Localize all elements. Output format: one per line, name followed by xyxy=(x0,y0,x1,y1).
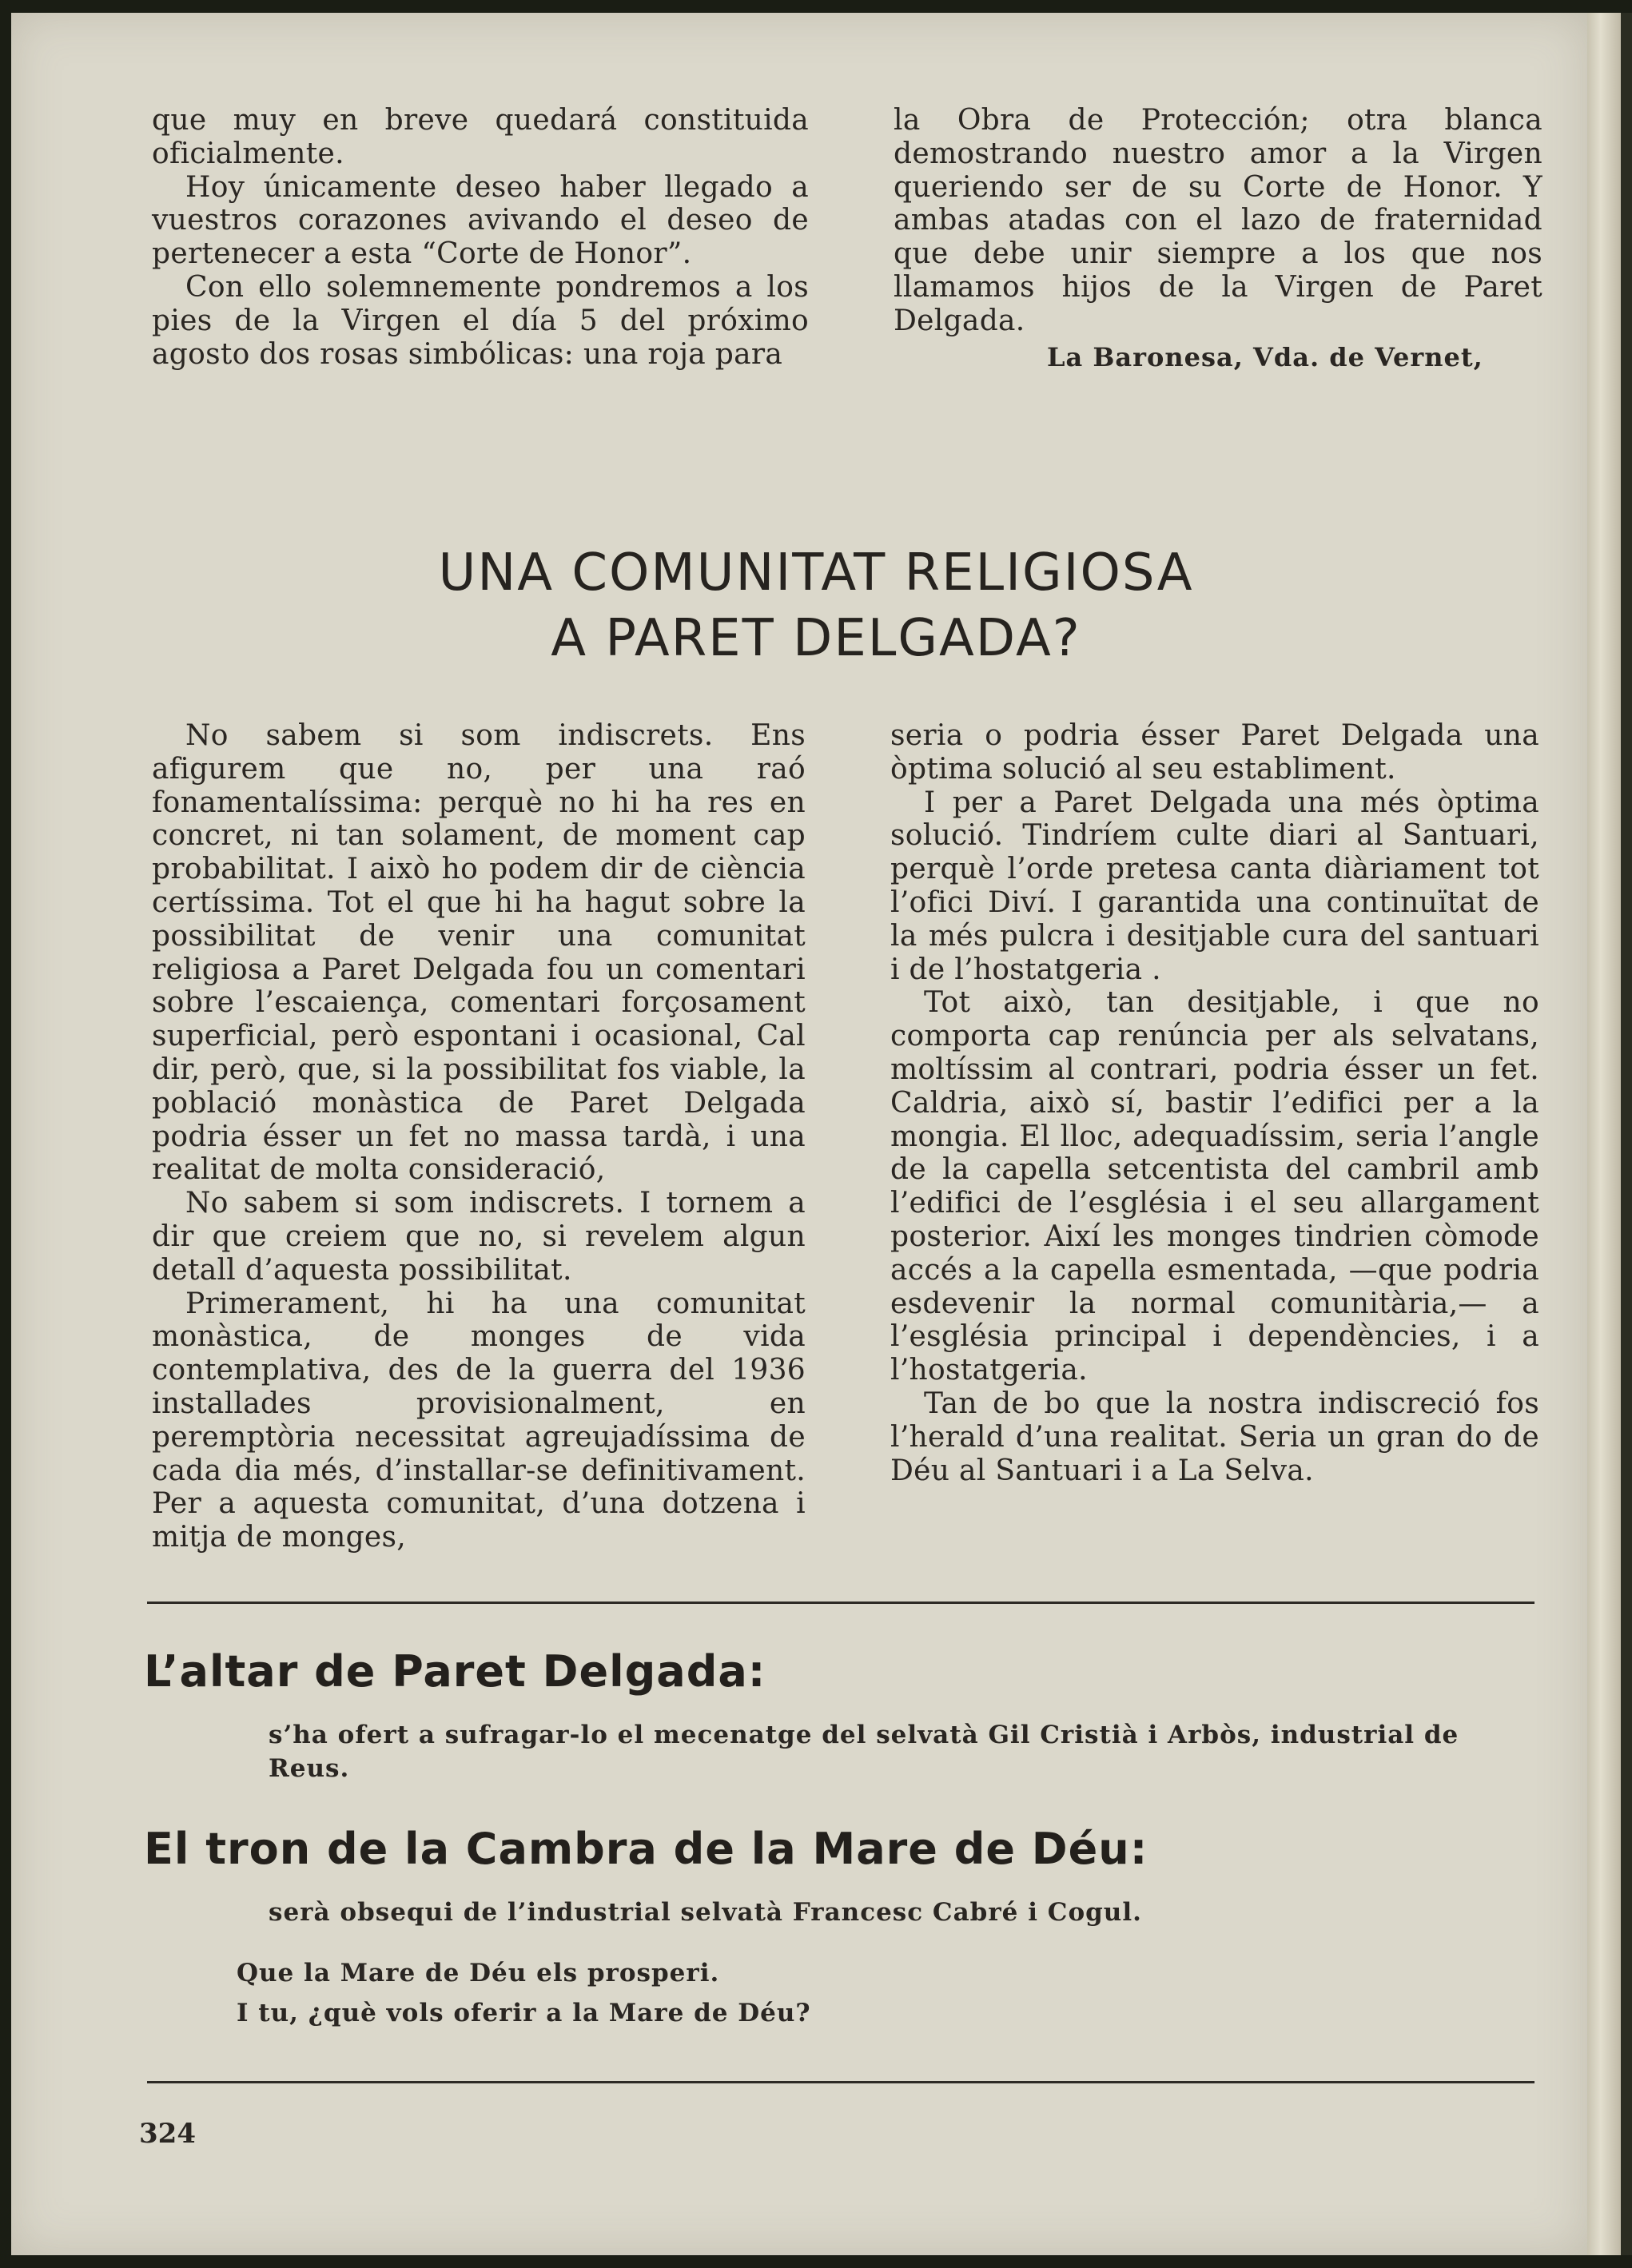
paragraph: I per a Paret Delgada una més òptima solució. Tindríem culte diari al Santuari, perquè l’orde pretesa canta diàriament tot l’ofici Diví. I garantida una continuïtat de la més pulcra i desitjable cura del santuari i de l’hostatgeria . xyxy=(890,786,1539,986)
paragraph: que muy en breve quedará constituida oficialmente. xyxy=(152,104,809,170)
divider-line xyxy=(147,1602,1534,1604)
article-left-column xyxy=(152,719,806,1554)
top-left-column xyxy=(152,104,809,371)
closing-line: Que la Mare de Déu els prosperi. xyxy=(237,1959,720,1987)
paragraph: Tan de bo que la nostra indiscreció fos l’herald d’una realitat. Seria un gran do de Déu al Santuari i a La Selva. xyxy=(890,1387,1539,1487)
top-right-column xyxy=(894,104,1542,338)
paragraph: Tot això, tan desitjable, i que no comporta cap renúncia per als selvatans, moltíssim al contrari, podria ésser un fet. Caldria, això sí, bastir l’edifici per a la mongia. El lloc, adequadíssim, seria l’angle de la capella setcentista del cambril amb l’edifici de l’església i el seu allargament posterior. Així les monges tindrien còmode accés a la capella esmentada, —que podria esdevenir la normal comunitària,— a l’església principal i dependències, i a l’hostatgeria. xyxy=(890,986,1539,1387)
paragraph: Con ello solemnemente pondremos a los pies de la Virgen el día 5 del próximo agosto dos rosas simbólicas: una roja para xyxy=(152,270,809,371)
paragraph: Hoy únicamente deseo haber llegado a vuestros corazones avivando el deseo de pertenecer a esta “Corte de Honor”. xyxy=(152,170,809,271)
binding-edge xyxy=(1621,13,1632,2255)
altar-text: s’ha ofert a sufragar-lo el mecenatge del selvatà Gil Cristià i Arbòs, industrial de Reus. xyxy=(269,1721,1459,1783)
article-title-line: A PARET DELGADA? xyxy=(551,609,1081,668)
paragraph: No sabem si som indiscrets. Ens afigurem que no, per una raó fonamentalíssima: perquè no hi ha res en concret, ni tan solament, de moment cap probabilitat. I això ho podem dir de ciència certíssima. Tot el que hi ha hagut sobre la possibilitat de venir una comunitat religiosa a Paret Delgada fou un comentari sobre l’escaiença, comentari forçosament superficial, però espontani i ocasional, Cal dir, però, que, si la possibilitat fos viable, la població monàstica de Paret Delgada podria ésser un fet no massa tardà, i una realitat de molta consideració, xyxy=(152,719,806,1187)
page-number: 324 xyxy=(139,2118,196,2150)
paragraph: la Obra de Protección; otra blanca demostrando nuestro amor a la Virgen queriendo ser de su Corte de Honor. Y ambas atadas con el lazo de fraternidad que debe unir siempre a los que nos llamamos hijos de la Virgen de Paret Delgada. xyxy=(894,104,1542,337)
tron-heading: El tron de la Cambra de la Mare de Déu: xyxy=(144,1824,1148,1874)
closing-line: I tu, ¿què vols oferir a la Mare de Déu? xyxy=(237,1999,811,2027)
paragraph: No sabem si som indiscrets. I tornem a dir que creiem que no, si revelem algun detall d’aquesta possibilitat. xyxy=(152,1187,806,1287)
divider-line xyxy=(147,2081,1534,2083)
article-title-line: UNA COMUNITAT RELIGIOSA xyxy=(438,543,1194,603)
paragraph: Primerament, hi ha una comunitat monàstica, de monges de vida contemplativa, des de la guerra del 1936 installades provisionalment, en peremptòria necessitat agreujadíssima de cada dia més, d’installar-se definitivament. Per a aquesta comunitat, d’una dotzena i mitja de monges, xyxy=(152,1287,806,1554)
article-title xyxy=(0,540,1632,671)
altar-heading: L’altar de Paret Delgada: xyxy=(144,1646,766,1697)
signature: La Baronesa, Vda. de Vernet, xyxy=(1047,342,1483,372)
paragraph: seria o podria ésser Paret Delgada una òptima solució al seu establiment. xyxy=(890,719,1539,786)
tron-text: serà obsequi de l’industrial selvatà Francesc Cabré i Cogul. xyxy=(269,1898,1142,1927)
page-spine xyxy=(1587,13,1621,2255)
article-right-column xyxy=(890,719,1539,1487)
